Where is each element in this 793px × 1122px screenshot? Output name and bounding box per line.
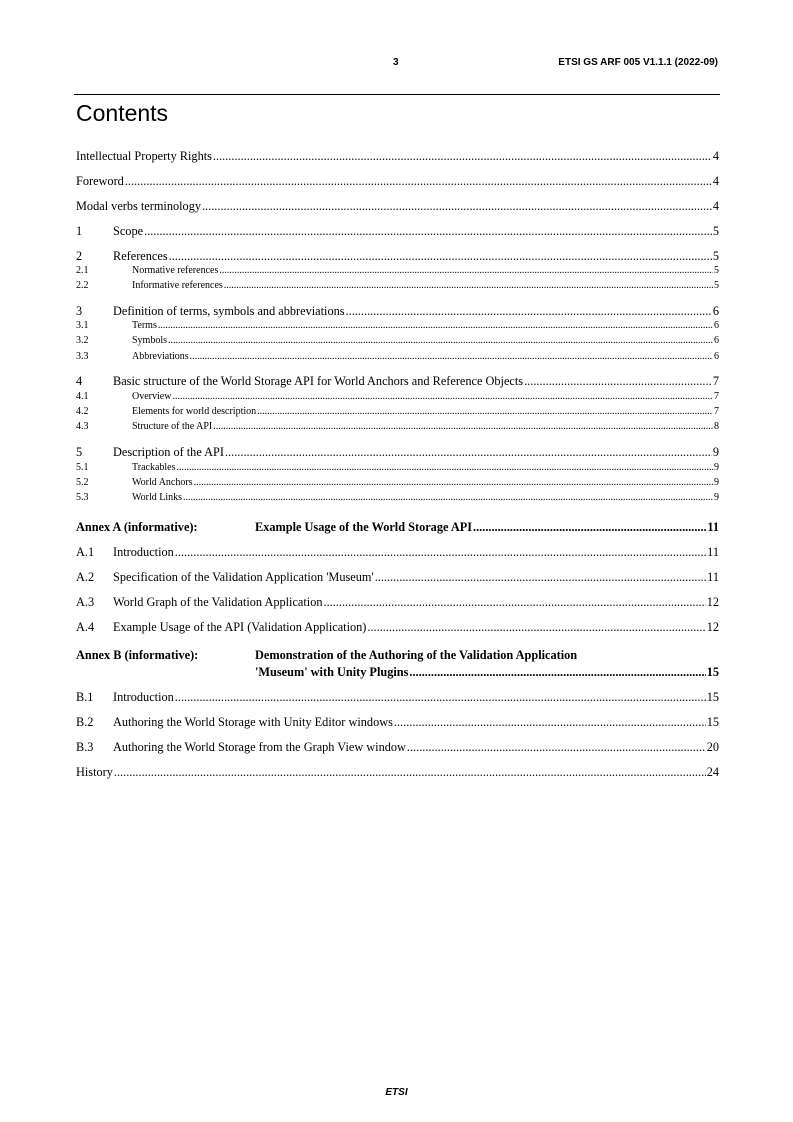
toc-entry-page: 15 bbox=[706, 665, 719, 679]
toc-leader-dots bbox=[524, 374, 712, 389]
toc-entry-page: 24 bbox=[706, 765, 719, 779]
toc-entry-number: 5.1 bbox=[76, 462, 89, 473]
toc-entry[interactable] bbox=[76, 595, 719, 611]
toc-entry-number: 4.1 bbox=[76, 391, 89, 402]
toc-leader-dots bbox=[219, 265, 713, 276]
toc-entry-page: 6 bbox=[712, 304, 719, 318]
toc-entry-title: Terms bbox=[132, 320, 157, 331]
toc-entry-page: 12 bbox=[706, 620, 719, 634]
toc-entry-title: Normative references bbox=[132, 265, 219, 276]
toc-subentry[interactable] bbox=[76, 391, 719, 404]
toc-entry-title: Modal verbs terminology bbox=[76, 199, 201, 213]
toc-entry-number: B.2 bbox=[76, 715, 94, 729]
toc-leader-dots bbox=[144, 224, 712, 239]
toc-entry-title: Overview bbox=[132, 391, 172, 402]
toc-leader-dots bbox=[190, 351, 713, 362]
toc-subentry[interactable] bbox=[76, 280, 719, 293]
toc-entry-number: 3 bbox=[76, 304, 83, 318]
toc-entry-title: Trackables bbox=[132, 462, 176, 473]
toc-leader-dots bbox=[367, 620, 705, 635]
toc-entry-number: 1 bbox=[76, 224, 83, 238]
toc-entry-title: Informative references bbox=[132, 280, 223, 291]
toc-entry-page: 4 bbox=[712, 174, 719, 188]
toc-entry-number: 4.3 bbox=[76, 421, 89, 432]
toc-entry-number: B.3 bbox=[76, 740, 94, 754]
toc-leader-dots bbox=[213, 421, 713, 432]
toc-annex-a[interactable] bbox=[76, 520, 719, 536]
toc-entry-title: Introduction bbox=[113, 690, 174, 704]
toc-entry-number: 5.3 bbox=[76, 492, 89, 503]
toc-entry-title-cont: 'Museum' with Unity Plugins bbox=[255, 665, 409, 679]
toc-leader-dots bbox=[407, 740, 706, 755]
toc-entry-title: Description of the API bbox=[113, 445, 224, 459]
toc-entry[interactable] bbox=[76, 690, 719, 706]
toc-entry-page: 5 bbox=[714, 265, 719, 276]
toc-entry-number: 4 bbox=[76, 374, 83, 388]
toc-entry-title: Abbreviations bbox=[132, 351, 189, 362]
toc-entry-page: 15 bbox=[706, 690, 719, 704]
toc-entry-number: B.1 bbox=[76, 690, 94, 704]
toc-entry[interactable] bbox=[76, 765, 719, 781]
page-footer: ETSI bbox=[385, 1087, 408, 1098]
toc-entry-title: Authoring the World Storage with Unity Editor windows bbox=[113, 715, 393, 729]
toc-leader-dots bbox=[346, 304, 712, 319]
toc-entry[interactable] bbox=[76, 570, 719, 586]
toc-entry[interactable] bbox=[76, 199, 719, 215]
toc-entry-page: 9 bbox=[714, 492, 719, 503]
page-title: Contents bbox=[76, 100, 169, 126]
toc-entry[interactable] bbox=[76, 445, 719, 461]
toc-leader-dots bbox=[473, 520, 706, 535]
toc-entry-title: Symbols bbox=[132, 335, 168, 346]
toc-entry-page: 9 bbox=[712, 445, 719, 459]
toc-leader-dots bbox=[169, 249, 712, 264]
toc-entry-page: 5 bbox=[712, 249, 719, 263]
toc-entry-title: Scope bbox=[113, 224, 144, 238]
page-number: 3 bbox=[393, 57, 399, 68]
toc-annex-b-line2 bbox=[255, 665, 719, 681]
toc-entry[interactable] bbox=[76, 304, 719, 320]
toc-entry-page: 15 bbox=[706, 715, 719, 729]
toc-entry-page: 11 bbox=[707, 520, 719, 534]
toc-entry-page: 4 bbox=[712, 199, 719, 213]
toc-entry-number: 2 bbox=[76, 249, 83, 263]
toc-leader-dots bbox=[202, 199, 712, 214]
toc-leader-dots bbox=[394, 715, 706, 730]
document-id: ETSI GS ARF 005 V1.1.1 (2022-09) bbox=[558, 57, 718, 68]
toc-entry-title: Example Usage of the API (Validation Application) bbox=[113, 620, 367, 634]
toc-subentry[interactable] bbox=[76, 477, 719, 490]
toc-subentry[interactable] bbox=[76, 335, 719, 348]
toc-entry-page: 8 bbox=[714, 421, 719, 432]
toc-entry-number: 3.3 bbox=[76, 351, 89, 362]
toc-leader-dots bbox=[375, 570, 706, 585]
toc-entry[interactable] bbox=[76, 374, 719, 390]
toc-subentry[interactable] bbox=[76, 406, 719, 419]
toc-entry-title: Definition of terms, symbols and abbreviations bbox=[113, 304, 345, 318]
toc-annex-label: Annex B (informative): bbox=[76, 648, 199, 662]
toc-entry-title: Introduction bbox=[113, 545, 174, 559]
toc-entry[interactable] bbox=[76, 224, 719, 240]
toc-leader-dots bbox=[257, 406, 713, 417]
toc-entry-page: 6 bbox=[714, 320, 719, 331]
toc-entry-page: 20 bbox=[706, 740, 719, 754]
toc-leader-dots bbox=[183, 492, 713, 503]
toc-subentry[interactable] bbox=[76, 492, 719, 505]
toc-entry-number: 5.2 bbox=[76, 477, 89, 488]
toc-entry-page: 9 bbox=[714, 477, 719, 488]
toc-subentry[interactable] bbox=[76, 351, 719, 364]
toc-subentry[interactable] bbox=[76, 421, 719, 434]
toc-entry-page: 7 bbox=[714, 406, 719, 417]
toc-entry-number: 3.1 bbox=[76, 320, 89, 331]
toc-entry-title: Foreword bbox=[76, 174, 124, 188]
toc-leader-dots bbox=[125, 174, 712, 189]
toc-entry-page: 9 bbox=[714, 462, 719, 473]
toc-entry-number: A.3 bbox=[76, 595, 95, 609]
toc-entry-title: World Anchors bbox=[132, 477, 193, 488]
toc-entry[interactable] bbox=[76, 740, 719, 756]
toc-entry-title: Demonstration of the Authoring of the Validation Application bbox=[255, 648, 578, 662]
toc-entry-number: 2.1 bbox=[76, 265, 89, 276]
toc-entry-page: 6 bbox=[714, 335, 719, 346]
toc-entry[interactable] bbox=[76, 149, 719, 165]
toc-leader-dots bbox=[213, 149, 712, 164]
toc-entry[interactable] bbox=[76, 174, 719, 190]
toc-entry-number: A.2 bbox=[76, 570, 95, 584]
toc-entry-title: Authoring the World Storage from the Graph View window bbox=[113, 740, 406, 754]
toc-entry-page: 5 bbox=[714, 280, 719, 291]
toc-entry-page: 11 bbox=[707, 570, 719, 584]
toc-entry[interactable] bbox=[76, 620, 719, 636]
toc-leader-dots bbox=[114, 765, 706, 780]
header-rule bbox=[74, 94, 720, 95]
toc-entry-number: 3.2 bbox=[76, 335, 89, 346]
toc-leader-dots bbox=[225, 445, 712, 460]
toc-entry-number: 5 bbox=[76, 445, 83, 459]
toc-entry-title: World Links bbox=[132, 492, 183, 503]
toc-annex-label: Annex A (informative): bbox=[76, 520, 198, 534]
toc-leader-dots bbox=[177, 462, 713, 473]
toc-entry-number: 2.2 bbox=[76, 280, 89, 291]
toc-entry-title: History bbox=[76, 765, 113, 779]
toc-leader-dots bbox=[175, 545, 706, 560]
toc-entry-title: Example Usage of the World Storage API bbox=[255, 520, 473, 534]
toc-entry-page: 6 bbox=[714, 351, 719, 362]
toc-entry-page: 7 bbox=[714, 391, 719, 402]
toc-entry-page: 4 bbox=[712, 149, 719, 163]
toc-entry-page: 5 bbox=[712, 224, 719, 238]
toc-entry[interactable] bbox=[76, 715, 719, 731]
toc-entry-title: Elements for world description bbox=[132, 406, 257, 417]
toc-entry-number: A.4 bbox=[76, 620, 95, 634]
toc-subentry[interactable] bbox=[76, 320, 719, 333]
toc-entry-title: Intellectual Property Rights bbox=[76, 149, 212, 163]
toc-entry-title: Structure of the API bbox=[132, 421, 213, 432]
toc-entry-page: 11 bbox=[707, 545, 719, 559]
toc-leader-dots bbox=[175, 690, 706, 705]
toc-entry-title: Basic structure of the World Storage API for World Anchors and Reference Objects bbox=[113, 374, 524, 388]
toc-leader-dots bbox=[158, 320, 713, 331]
toc-leader-dots bbox=[168, 335, 713, 346]
toc-entry-page: 12 bbox=[706, 595, 719, 609]
toc-leader-dots bbox=[172, 391, 713, 402]
toc-entry-number: 4.2 bbox=[76, 406, 89, 417]
toc-entry-page: 7 bbox=[712, 374, 719, 388]
toc-leader-dots bbox=[224, 280, 713, 291]
toc-leader-dots bbox=[409, 665, 705, 680]
toc-entry-title: References bbox=[113, 249, 168, 263]
toc-entry[interactable] bbox=[76, 249, 719, 265]
toc-entry-title: World Graph of the Validation Application bbox=[113, 595, 323, 609]
toc-subentry[interactable] bbox=[76, 462, 719, 475]
toc-entry-title: Specification of the Validation Application 'Museum' bbox=[113, 570, 374, 584]
toc-leader-dots bbox=[194, 477, 713, 488]
toc-subentry[interactable] bbox=[76, 265, 719, 278]
toc-entry[interactable] bbox=[76, 545, 719, 561]
toc-leader-dots bbox=[324, 595, 706, 610]
toc-entry-number: A.1 bbox=[76, 545, 95, 559]
